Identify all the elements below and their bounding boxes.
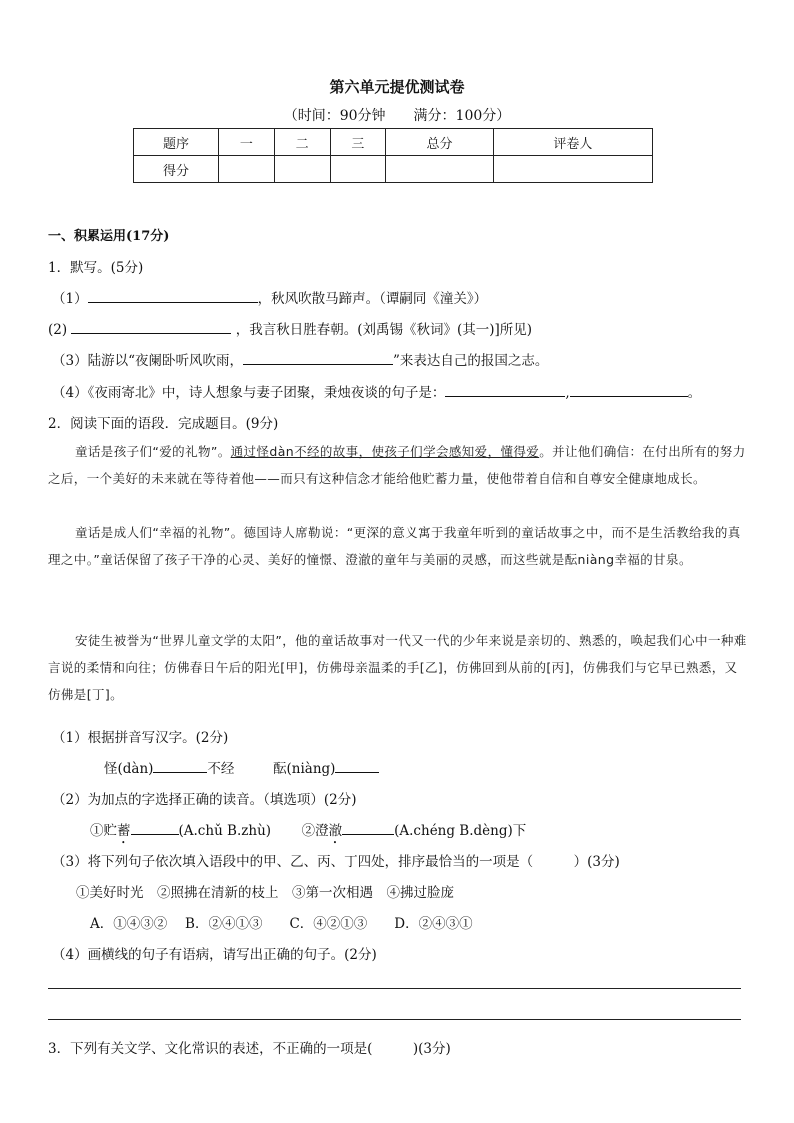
q1-item-1-text: ，秋风吹散马蹄声。（谭嗣同《潼关》） [257, 291, 488, 307]
word: 澄 [315, 823, 329, 839]
passage-text: 安徒生被誉为“世界儿童文学的太阳”，他的童话故事对一代又一代的少年来说是亲切的、熟悉的，唤起我们心中一种难言说的柔情和向往；仿佛春日午后的阳光[甲]，仿佛母亲温柔的手[乙]，仿佛回到从前的[丙]，仿佛我们与它早已熟悉，又仿佛是[丁]。 [48, 633, 747, 702]
pinyin-prompt-tail: 不经 [207, 761, 235, 777]
q2-sub3-sentences: ①美好时光 ②照拂在清新的枝上 ③第一次相遇 ④拂过脸庞 [76, 885, 454, 901]
reading-options: (A.chéng B.dèng)下 [394, 823, 527, 839]
q1-item-3 [52, 349, 548, 369]
q1-item-4-end: 。 [687, 385, 702, 401]
dotted-character: 澈 [328, 823, 343, 839]
q2-sub3-choices[interactable]: A．①④③② B．②④①③ C．④②①③ D．②④③① [90, 916, 473, 932]
passage-paragraph-3 [48, 627, 748, 708]
score-table [133, 128, 653, 183]
pinyin-prompt: 怪(dàn) [104, 761, 154, 777]
q2-sub2-label: （2）为加点的字选择正确的读音。（填选项）(2分) [52, 792, 357, 808]
word: 贮 [103, 823, 117, 839]
section-heading: 一、积累运用(17分) [48, 229, 170, 244]
pinyin-prompt: 酝(niàng) [273, 761, 336, 777]
table-cell: 题序 [134, 129, 219, 156]
passage-text: 童话是孩子们“爱的礼物”。 [75, 444, 231, 459]
passage-text: 蓄 [435, 471, 448, 486]
q2-sub3-label: （3）将下列句子依次填入语段中的甲、乙、丙、丁四处，排序最恰当的一项是（ ）(3分) [52, 854, 620, 870]
q1-item-4 [52, 381, 701, 401]
reading-options: (A.chǔ B.zhù) [178, 823, 272, 839]
q1-item-1-prefix: （1） [52, 291, 88, 307]
answer-blank[interactable] [71, 319, 231, 334]
score-input-cell[interactable] [386, 156, 493, 183]
table-cell: 一 [219, 129, 275, 156]
q1-item-4-sep: , [565, 385, 570, 401]
exam-info: （时间：90分钟 满分：100分） [283, 108, 511, 124]
score-input-cell[interactable] [219, 156, 275, 183]
question-3-label: 3．下列有关文学、文化常识的表述，不正确的一项是( )(3分) [48, 1041, 451, 1057]
answer-blank[interactable] [445, 382, 565, 397]
q1-item-2-prefix: (2) [48, 322, 68, 338]
underlined-sentence: 通过怪dàn不经的故事，使孩子们学会感知爱，懂得爱 [230, 444, 540, 459]
q2-sub1-label: （1）根据拼音写汉字。(2分) [52, 730, 229, 746]
passage-text: 。并让他们确信：在付出所有的努力之后，一个美好的未来就在等待着他——而只有这种信念才能给他贮 [48, 444, 746, 486]
q2-sub2-items [90, 819, 526, 847]
q2-sub4-label: （4）画横线的句子有语病，请写出正确的句子。(2分) [52, 947, 377, 963]
table-row [134, 156, 653, 183]
passage-paragraph-1 [48, 438, 748, 492]
table-cell: 评卷人 [493, 129, 652, 156]
page-title: 第六单元提优测试卷 [329, 78, 465, 96]
answer-blank[interactable] [342, 820, 394, 835]
item-number: ② [301, 823, 316, 839]
answer-blank[interactable] [335, 758, 379, 773]
table-row [134, 129, 653, 156]
answer-blank[interactable] [88, 288, 258, 303]
score-input-cell[interactable] [493, 156, 652, 183]
passage-text: 力量，使他带着自信和自尊安全健康地成长。 [447, 471, 706, 486]
answer-blank[interactable] [131, 820, 179, 835]
answer-line[interactable] [48, 1019, 741, 1020]
dotted-character: 蓄 [117, 823, 131, 839]
q1-item-1 [52, 287, 487, 307]
table-cell: 总分 [386, 129, 493, 156]
q1-item-4-prefix: （4）《夜雨寄北》中，诗人想象与妻子团聚，秉烛夜谈的句子是： [52, 385, 446, 401]
question-2-label: 2．阅读下面的语段．完成题目。(9分) [48, 416, 279, 432]
score-input-cell[interactable] [274, 156, 330, 183]
answer-line[interactable] [48, 988, 741, 989]
q2-sub1-items [104, 757, 379, 777]
score-input-cell[interactable] [330, 156, 386, 183]
q1-item-2 [48, 318, 532, 338]
passage-paragraph-2 [48, 519, 748, 573]
answer-blank[interactable] [243, 350, 393, 365]
q1-item-3-text: ”来表达自己的报国之志。 [393, 353, 549, 369]
table-cell: 三 [330, 129, 386, 156]
answer-blank[interactable] [153, 758, 207, 773]
item-number: ① [90, 823, 104, 839]
q1-item-2-text: ，我言秋日胜春朝。(刘禹锡《秋词》(其一)]所见) [235, 322, 533, 338]
answer-blank[interactable] [570, 382, 688, 397]
question-1-label: 1．默写。(5分) [48, 260, 144, 276]
q1-item-3-prefix: （3）陆游以“夜阑卧听风吹雨， [52, 353, 243, 369]
table-cell: 得分 [134, 156, 219, 183]
table-cell: 二 [274, 129, 330, 156]
passage-text: 童话是成人们“幸福的礼物”。德国诗人席勒说：“更深的意义寓于我童年听到的童话故事之中，而不是生活教给我的真理之中。”童话保留了孩子干净的心灵、美好的憧憬、澄澈的童年与美丽的灵感，而这些就是酝niàng幸福的甘泉。 [48, 525, 741, 567]
